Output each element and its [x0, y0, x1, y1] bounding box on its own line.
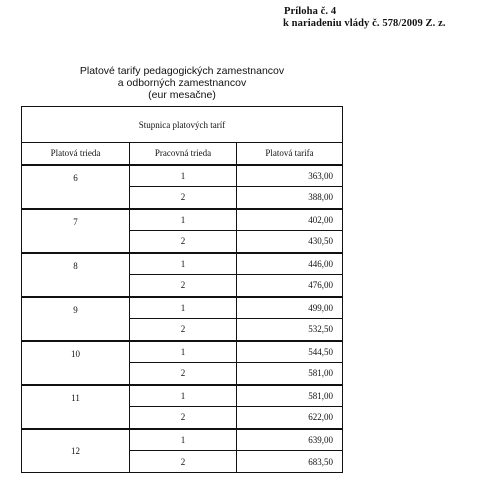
annex-reference: [283, 6, 446, 30]
grade-cell: 8: [22, 253, 130, 297]
amount-cell: 476,00: [237, 275, 343, 297]
grade-cell: 6: [22, 165, 130, 209]
class-cell: 1: [130, 209, 237, 231]
table-row: [22, 165, 343, 187]
class-cell: 2: [130, 231, 237, 253]
amount-cell: 639,00: [237, 429, 343, 451]
amount-cell: 499,00: [237, 297, 343, 319]
grade-cell: 10: [22, 341, 130, 385]
amount-cell: 532,50: [237, 319, 343, 341]
grade-cell: 9: [22, 297, 130, 341]
class-cell: 1: [130, 385, 237, 407]
column-header-grade: Platová trieda: [22, 143, 130, 165]
amount-cell: 544,50: [237, 341, 343, 363]
amount-cell: 402,00: [237, 209, 343, 231]
grade-cell: 11: [22, 385, 130, 429]
annex-number: Príloha č. 4: [284, 6, 337, 17]
grade-cell: 7: [22, 209, 130, 253]
table-caption: Stupnica platových taríf: [22, 107, 343, 143]
class-cell: 2: [130, 319, 237, 341]
class-cell: 2: [130, 363, 237, 385]
amount-cell: 683,50: [237, 451, 343, 473]
class-cell: 1: [130, 341, 237, 363]
class-cell: 2: [130, 451, 237, 473]
amount-cell: 622,00: [237, 407, 343, 429]
amount-cell: 446,00: [237, 253, 343, 275]
column-header-class: Pracovná trieda: [130, 143, 237, 165]
class-cell: 1: [130, 297, 237, 319]
salary-tariff-table: [21, 106, 343, 473]
table-row: [22, 253, 343, 275]
heading-line-3: (eur mesačne): [148, 89, 216, 101]
grade-cell: 12: [22, 429, 130, 473]
table-row: [22, 429, 343, 451]
class-cell: 2: [130, 407, 237, 429]
table-header-row: [22, 143, 343, 165]
amount-cell: 581,00: [237, 385, 343, 407]
class-cell: 1: [130, 253, 237, 275]
heading-line-2: a odborných zamestnancov: [117, 77, 247, 89]
salary-tariff-table-body: [22, 107, 343, 473]
amount-cell: 363,00: [237, 165, 343, 187]
class-cell: 2: [130, 275, 237, 297]
amount-cell: 430,50: [237, 231, 343, 253]
heading-line-1: Platové tarify pedagogických zamestnancov: [79, 65, 285, 77]
class-cell: 2: [130, 187, 237, 209]
column-header-amount: Platová tarifa: [237, 143, 343, 165]
amount-cell: 581,00: [237, 363, 343, 385]
document-heading: [22, 65, 342, 101]
table-row: [22, 385, 343, 407]
class-cell: 1: [130, 165, 237, 187]
table-row: [22, 341, 343, 363]
table-row: [22, 209, 343, 231]
table-row: [22, 297, 343, 319]
table-caption-row: [22, 107, 343, 143]
amount-cell: 388,00: [237, 187, 343, 209]
annex-regulation: k nariadeniu vlády č. 578/2009 Z. z.: [283, 18, 446, 29]
class-cell: 1: [130, 429, 237, 451]
